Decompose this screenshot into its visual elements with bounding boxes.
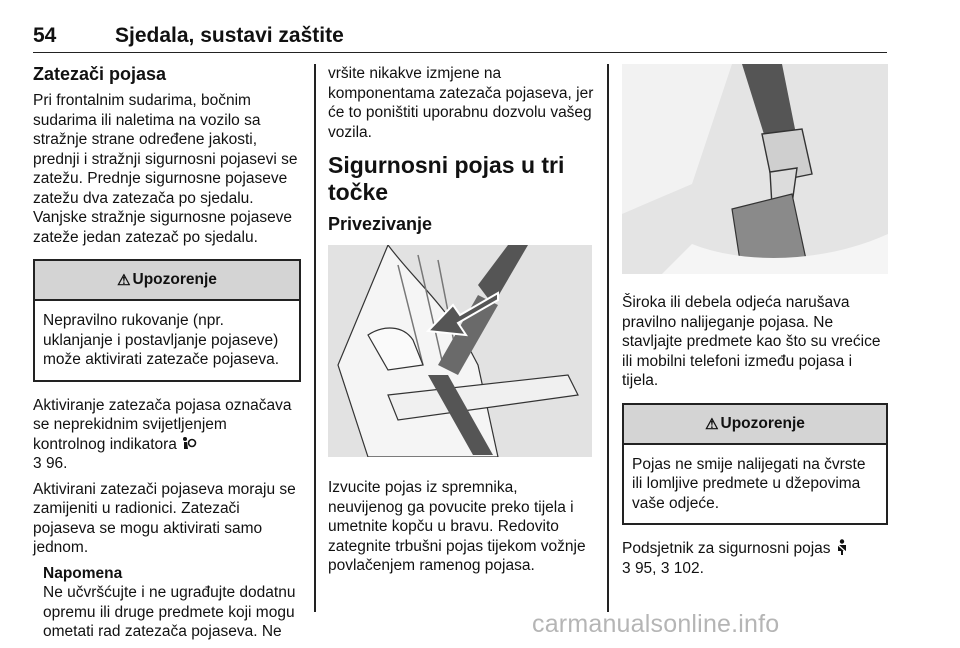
column-divider (607, 64, 609, 612)
paragraph: Aktiviranje zatezača pojasa označava se neprekidnim svijetljenjem kontrolnog indikatora 3 96. (33, 396, 292, 472)
paragraph: Podsjetnik za sigurnosni pojas 3 95, 3 102. (622, 539, 888, 578)
paragraph: Izvucite pojas iz spremnika, neuvijenog ga povucite preko tijela i umetnite kopču u bravu. Redovito zategnite trbušni pojas tijekom vožnje povlačenjem ramenog pojasa. (328, 479, 586, 574)
page-reference[interactable]: 96. (45, 455, 68, 472)
warning-triangle-icon: ⚠ (705, 415, 719, 433)
heading-three-point-belt: Sigurnosni pojas u tri točke (328, 152, 565, 205)
paragraph: Pri frontalnim sudarima, bočnim sudarima ili naletima na vozilo sa stražnje strane određene jakosti, prednji i stražnji sigurnosni pojasevi se zatežu. Prednje sigurnosne pojaseve zatežu dva zatezača po sjedalu. Vanjske stražnje sigurnosne pojaseve zateže jedan zatezač po sjedalu. (33, 92, 298, 246)
note-title: Napomena (43, 564, 123, 582)
watermark: carmanualsonline.info (532, 610, 780, 638)
paragraph: vršite nikakve izmjene na komponentama zatezača pojaseva, jer će to poništiti uporabnu dozvolu vašeg vozila. (328, 65, 594, 141)
warning-title: Upozorenje (132, 271, 217, 288)
airbag-indicator-icon (181, 436, 197, 451)
page-reference-icon: 3 (33, 455, 42, 472)
warning-text: Pojas ne smije nalijegati na čvrste ili lomljive predmete u džepovima vaše odjeće. (632, 455, 866, 512)
column-3 (622, 64, 888, 584)
page-reference[interactable]: 95, (634, 559, 657, 577)
note-text: Ne učvršćujte i ne ugrađujte dodatnu opremu ili druge predmete koji mogu ometati rad zatezača pojaseva. Ne (43, 584, 296, 640)
page-reference[interactable]: 102. (673, 559, 704, 577)
page-reference-icon: 3 (660, 559, 670, 577)
note-box (33, 564, 301, 642)
paragraph: Široka ili debela odjeća narušava pravilno nalijeganje pojasa. Ne stavljajte predmete kao što su vrećice ili mobilni telefoni između pojasa i tijela. (622, 294, 881, 389)
page-reference-icon: 3 (622, 559, 631, 577)
column-divider (314, 64, 316, 612)
seatbelt-icon (835, 539, 849, 555)
section-title: Sjedala, sustavi zaštite (115, 24, 344, 47)
column-1 (33, 64, 301, 648)
warning-title: Upozorenje (720, 414, 805, 432)
warning-box (33, 259, 301, 382)
subheading-fastening: Privezivanje (328, 214, 433, 234)
seatbelt-fastening-illustration (328, 245, 592, 457)
page-header (33, 22, 887, 53)
paragraph: Aktivirani zatezači pojaseva moraju se zamijeniti u radionici. Zatezači pojaseva se mogu aktivirati samo jednom. (33, 480, 296, 556)
warning-triangle-icon: ⚠ (117, 272, 131, 289)
page-number: 54 (33, 24, 57, 47)
column-2 (328, 64, 596, 582)
warning-box (622, 403, 888, 526)
warning-text: Nepravilno rukovanje (npr. uklanjanje i postavljanje pojaseve) može aktivirati zatezače pojaseva. (43, 312, 280, 368)
seatbelt-buckle-illustration (622, 64, 888, 274)
heading-belt-pretensioners: Zatezači pojasa (33, 64, 167, 84)
